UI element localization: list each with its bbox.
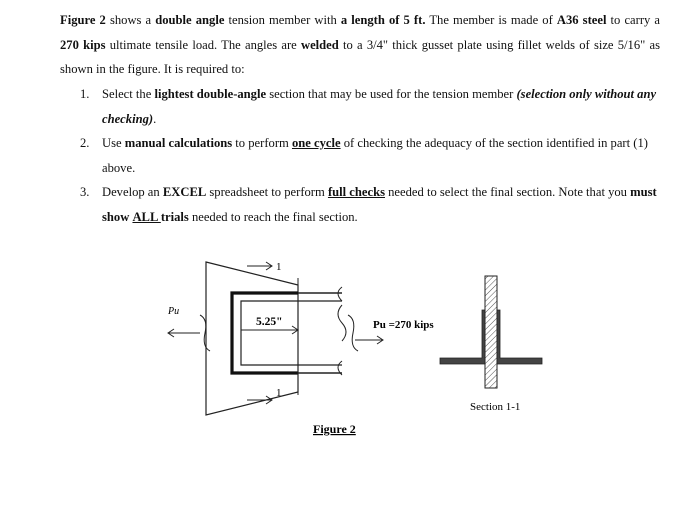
task-item-3: 3. Develop an EXCEL spreadsheet to perform full checks needed to select the final section. Note that you must show ALL trials needed to reach the final section.: [80, 185, 657, 224]
figure-ref: Figure 2: [60, 13, 106, 27]
right-brace: [348, 315, 358, 351]
fillet-weld: [232, 293, 298, 373]
section-label: Section 1-1: [470, 401, 521, 413]
section-arrow-bottom: [247, 396, 272, 404]
gusset-plate: [206, 262, 298, 415]
section-mark-top: 1: [276, 261, 282, 273]
problem-statement: Figure 2 shows a double angle tension member with a length of 5 ft. The member is made of A36 steel to carry a 270 kips ultimate tensile load. The angles are welded to a 3/4" thick gusset plate using fillet welds of size 5/16" as shown in the figure. It is required to:: [60, 13, 661, 76]
section-arrow-top: [247, 262, 272, 270]
section-angle-right: [497, 310, 542, 364]
task-item-1: 1. Select the lightest double-angle section that may be used for the tension member (selection only without any checking).: [80, 87, 657, 126]
break-line-mid: [338, 305, 346, 341]
break-line-top: [338, 287, 342, 301]
dimension-label: 5.25": [256, 316, 283, 328]
left-load-label: Pu: [168, 306, 180, 317]
section-gusset-plate: [485, 276, 497, 388]
task-item-2: 2. Use manual calculations to perform one cycle of checking the adequacy of the section identified in part (1) above.: [80, 136, 648, 175]
figure-caption: Figure 2: [313, 422, 356, 436]
section-angle-left: [440, 310, 485, 364]
right-load-label: Pu =270 kips: [373, 319, 434, 331]
double-angle-inner: [241, 301, 342, 365]
left-brace: [200, 315, 210, 351]
double-angle-outer: [232, 293, 342, 373]
section-mark-bottom: 1: [276, 387, 282, 399]
